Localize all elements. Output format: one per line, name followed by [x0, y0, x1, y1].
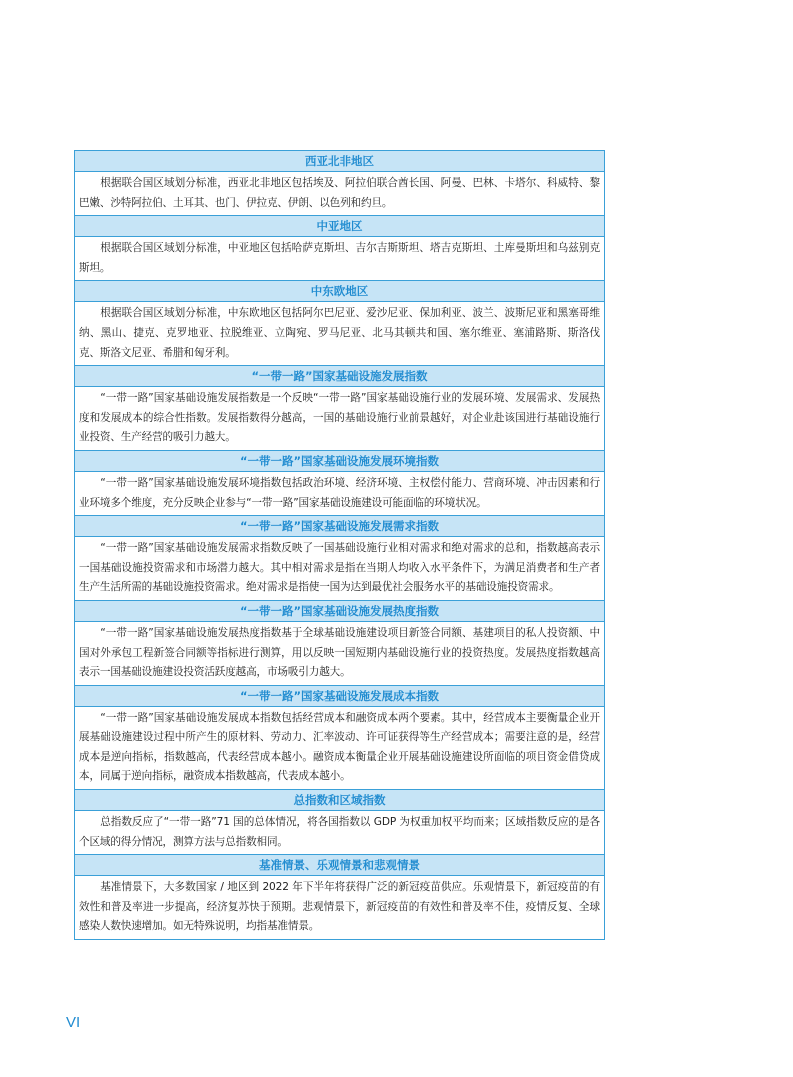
entry-title: “一带一路”国家基础设施发展指数: [75, 366, 604, 387]
glossary-entry: [75, 451, 604, 516]
entry-body: “一带一路”国家基础设施发展指数是一个反映“一带一路”国家基础设施行业的发展环境、发展需求、发展热度和发展成本的综合性指数。发展指数得分越高，一国的基础设施行业前景越好，对企业赴该国进行基础设施行业投资、生产经营的吸引力越大。: [75, 387, 604, 451]
entry-title: “一带一路”国家基础设施发展热度指数: [75, 601, 604, 622]
entry-title: “一带一路”国家基础设施发展成本指数: [75, 686, 604, 707]
entry-body: “一带一路”国家基础设施发展环境指数包括政治环境、经济环境、主权偿付能力、营商环境、冲击因素和行业环境多个维度，充分反映企业参与“一带一路”国家基础设施建设可能面临的环境状况。: [75, 472, 604, 516]
entry-body: 根据联合国区域划分标准，西亚北非地区包括埃及、阿拉伯联合酋长国、阿曼、巴林、卡塔尔、科威特、黎巴嫩、沙特阿拉伯、土耳其、也门、伊拉克、伊朗、以色列和约旦。: [75, 172, 604, 216]
entry-body: “一带一路”国家基础设施发展成本指数包括经营成本和融资成本两个要素。其中，经营成本主要衡量企业开展基础设施建设过程中所产生的原材料、劳动力、汇率波动、许可证获得等生产经营成本；需要注意的是，经营成本是逆向指标，指数越高，代表经营成本越小。融资成本衡量企业开展基础设施建设所面临的项目资金借贷成本，同属于逆向指标，融资成本指数越高，代表成本越小。: [75, 707, 604, 790]
entry-title: “一带一路”国家基础设施发展环境指数: [75, 451, 604, 472]
glossary-table: [74, 150, 605, 940]
entry-body: 总指数反应了“一带一路”71 国的总体情况，将各国指数以 GDP 为权重加权平均而来；区域指数反应的是各个区域的得分情况，测算方法与总指数相同。: [75, 811, 604, 855]
glossary-entry: [75, 216, 604, 281]
glossary-entry: [75, 790, 604, 855]
glossary-entry: [75, 516, 604, 601]
entry-title: 西亚北非地区: [75, 151, 604, 172]
entry-title: 中亚地区: [75, 216, 604, 237]
glossary-entry: [75, 281, 604, 366]
entry-body: “一带一路”国家基础设施发展热度指数基于全球基础设施建设项目新签合同额、基建项目的私人投资额、中国对外承包工程新签合同额等指标进行测算，用以反映一国短期内基础设施行业的投资热度。发展热度指数越高表示一国基础设施建设投资活跃度越高，市场吸引力越大。: [75, 622, 604, 686]
entry-title: 基准情景、乐观情景和悲观情景: [75, 855, 604, 876]
entry-title: 总指数和区域指数: [75, 790, 604, 811]
entry-title: 中东欧地区: [75, 281, 604, 302]
entry-body: 基准情景下，大多数国家 / 地区到 2022 年下半年将获得广泛的新冠疫苗供应。乐观情景下，新冠疫苗的有效性和普及率进一步提高，经济复苏快于预期。悲观情景下，新冠疫苗的有效性和普及率不佳，疫情反复、全球感染人数快速增加。如无特殊说明，均指基准情景。: [79, 881, 600, 933]
entry-body: 根据联合国区域划分标准，中东欧地区包括阿尔巴尼亚、爱沙尼亚、保加利亚、波兰、波斯尼亚和黑塞哥维纳、黑山、捷克、克罗地亚、拉脱维亚、立陶宛、罗马尼亚、北马其顿共和国、塞尔维亚、塞浦路斯、斯洛伐克、斯洛文尼亚、希腊和匈牙利。: [75, 302, 604, 366]
page-number: VI: [66, 1014, 81, 1031]
glossary-entry: [75, 686, 604, 790]
entry-body: 根据联合国区域划分标准，中亚地区包括哈萨克斯坦、吉尔吉斯斯坦、塔吉克斯坦、土库曼斯坦和乌兹别克斯坦。: [75, 237, 604, 281]
glossary-entry: [75, 601, 604, 686]
glossary-entry: [75, 151, 604, 216]
entry-body: “一带一路”国家基础设施发展需求指数反映了一国基础设施行业相对需求和绝对需求的总和，指数越高表示一国基础设施投资需求和市场潜力越大。其中相对需求是指在当期人均收入水平条件下，为满足消费者和生产者生产生活所需的基础设施投资需求。绝对需求是指使一国为达到最优社会服务水平的基础设施投资需求。: [75, 537, 604, 601]
entry-title: “一带一路”国家基础设施发展需求指数: [75, 516, 604, 537]
glossary-entry: [75, 855, 604, 939]
glossary-entry: [75, 366, 604, 451]
